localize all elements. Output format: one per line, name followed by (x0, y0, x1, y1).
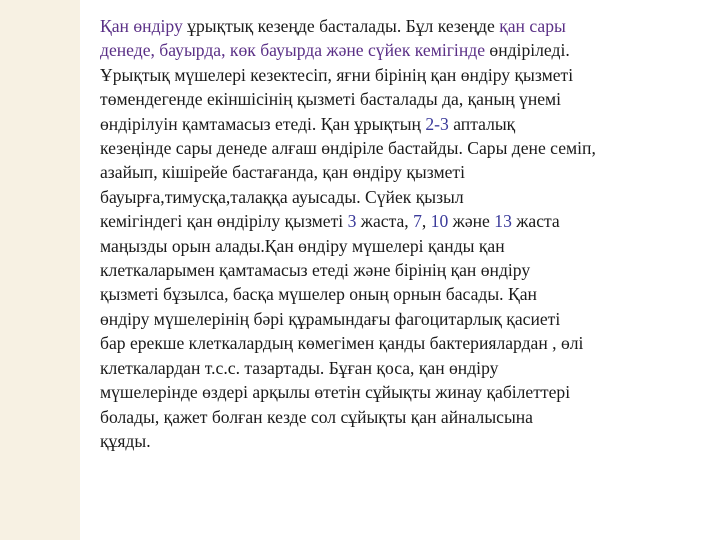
text-line (100, 405, 680, 429)
text-line (100, 282, 680, 306)
text-line (100, 185, 680, 209)
text-segment: қызметі бұзылса, басқа мүшелер оның орнын басады. Қан (100, 284, 537, 305)
highlighted-text: 7 (413, 211, 422, 232)
highlighted-text: қан сары (499, 16, 566, 36)
text-segment: апталық (448, 113, 516, 134)
text-line (100, 136, 680, 160)
text-segment: ұрықтық кезеңде басталады. Бұл кезеңде (182, 16, 500, 36)
text-segment: кемігіндегі қан өндірілу қызметі (100, 211, 348, 232)
text-line (100, 234, 680, 258)
highlighted-text: Қан өндіру (100, 16, 183, 36)
highlighted-text: 13 (494, 211, 512, 232)
text-segment: азайып, кішірейе бастағанда, қан өндіру қызметі (100, 162, 465, 183)
text-line (100, 112, 680, 136)
text-segment: өндіріледі. (485, 40, 570, 61)
text-segment: және (448, 211, 495, 232)
text-segment: құяды. (100, 430, 151, 451)
text-line (100, 38, 680, 62)
text-line (100, 14, 680, 38)
highlighted-text: 3 (347, 211, 357, 232)
text-segment: болады, қажет болған кезде сол сұйықты қан айналысына (100, 406, 533, 427)
text-segment: кезеңінде сары денеде алғаш өндіріле бастайды. Сары дене семіп, (100, 138, 596, 159)
text-segment: клеткалардан т.с.с. тазартады. Бұған қоса, қан өндіру (100, 357, 499, 378)
text-segment: клеткаларымен қамтамасыз етеді және бірінің қан өндіру (100, 260, 531, 281)
text-segment: өндірілуін қамтамасыз етеді. Қан ұрықтың (100, 113, 426, 134)
text-segment: , (421, 211, 431, 232)
text-segment: жаста, (356, 211, 414, 232)
body-paragraph (100, 14, 680, 453)
highlighted-text: 10 (430, 211, 449, 232)
text-segment: мүшелерінде өздері арқылы өтетін сұйықты жинау қабілеттері (100, 382, 571, 403)
text-line (100, 429, 680, 453)
text-segment: бауырға,тимусқа,талаққа ауысады. Сүйек қызыл (100, 186, 464, 207)
text-line (100, 87, 680, 111)
highlighted-text: 2-3 (425, 113, 449, 134)
text-segment: Ұрықтық мүшелері кезектесіп, яғни бірінің қан өндіру қызметі (100, 64, 574, 85)
text-line (100, 63, 680, 87)
text-segment: жаста (511, 211, 560, 232)
text-segment: маңызды орын алады.Қан өндіру мүшелері қанды қан (100, 235, 505, 256)
text-line (100, 160, 680, 184)
text-line (100, 307, 680, 331)
text-line (100, 331, 680, 355)
text-segment: төмендегенде екіншісінің қызметі басталады да, қаның үнемі (100, 89, 562, 110)
text-line (100, 258, 680, 282)
highlighted-text: денеде, бауырда, көк бауырда және сүйек кемігінде (100, 40, 485, 61)
text-segment: өндіру мүшелерінің бәрі құрамындағы фагоцитарлық қасиеті (100, 308, 561, 329)
left-decorative-band (0, 0, 80, 540)
text-line (100, 356, 680, 380)
text-line (100, 209, 680, 233)
text-segment: бар ерекше клеткалардың көмегімен қанды бактериялардан , өлі (100, 333, 584, 354)
text-line (100, 380, 680, 404)
